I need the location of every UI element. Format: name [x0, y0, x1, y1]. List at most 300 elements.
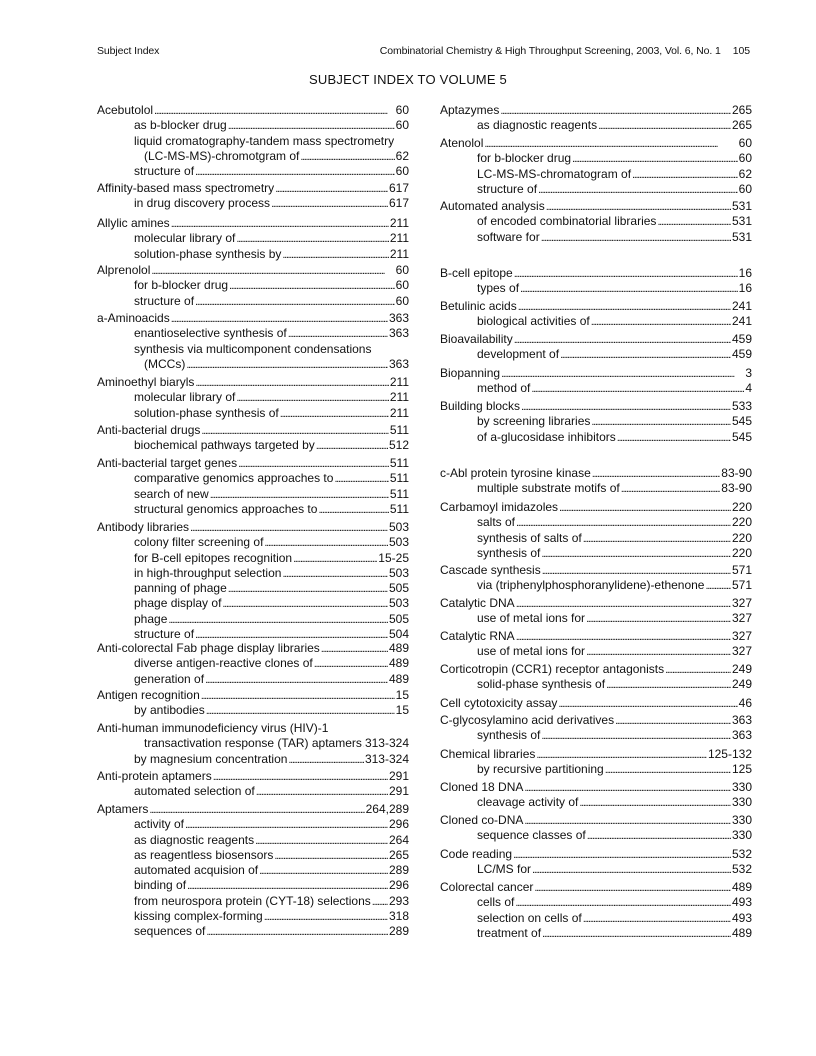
- index-heading: [97, 802, 409, 817]
- index-entry: [440, 466, 752, 497]
- index-entry: [440, 813, 752, 844]
- entry-term: Aminoethyl biaryls: [97, 375, 195, 389]
- entry-term: B-cell epitope: [440, 266, 513, 280]
- index-subentry: [97, 656, 409, 671]
- page-reference: 211: [389, 231, 409, 246]
- index-subentry: [97, 581, 409, 596]
- page-reference: 545: [731, 429, 752, 444]
- index-subentry: [97, 134, 409, 149]
- dot-leader: [586, 644, 731, 660]
- entry-term: Aptazymes: [440, 103, 500, 117]
- index-entry: [97, 520, 409, 642]
- index-heading: [440, 563, 752, 578]
- dot-leader: [665, 662, 731, 678]
- index-subentry: [97, 848, 409, 863]
- index-subentry: [440, 531, 752, 546]
- page-reference: 60: [395, 263, 409, 277]
- entry-term: molecular library of: [134, 390, 236, 405]
- page-reference: 531: [731, 214, 752, 229]
- dot-leader: [280, 406, 389, 422]
- dot-leader: [210, 487, 389, 503]
- dot-leader: [516, 515, 731, 531]
- page-reference: 459: [731, 347, 752, 362]
- entry-term: Building blocks: [440, 399, 521, 413]
- entry-term: use of metal ions for: [477, 611, 586, 626]
- entry-term: Acebutolol: [97, 103, 154, 117]
- index-heading: [440, 136, 752, 151]
- page-reference: 313-324: [364, 751, 409, 766]
- dot-leader: [532, 862, 731, 878]
- page-reference: 241: [731, 314, 752, 329]
- entry-term: structure of: [134, 164, 195, 179]
- page-reference: 125: [731, 762, 752, 777]
- index-subentry: [440, 167, 752, 182]
- entry-term: liquid cromatography-tandem mass spectrometry: [134, 133, 395, 148]
- index-subentry: [440, 214, 752, 229]
- entry-term: phage display of: [134, 596, 222, 611]
- dot-leader: [288, 326, 388, 342]
- dot-leader: [228, 581, 388, 597]
- index-heading: [440, 780, 752, 795]
- page-reference: 489: [731, 880, 752, 894]
- page-reference: 617: [388, 196, 409, 211]
- page-reference: 241: [731, 299, 752, 313]
- dot-leader: [264, 535, 388, 551]
- entry-term: Anti-human immunodeficiency virus (HIV)-1: [97, 721, 329, 735]
- page-reference: 511: [389, 471, 409, 486]
- index-subentry: [440, 118, 752, 133]
- entry-term: diverse antigen-reactive clones of: [134, 656, 313, 671]
- page-reference: 489: [388, 656, 409, 671]
- page-reference: 60: [395, 118, 409, 133]
- page-reference: 511: [389, 456, 409, 470]
- page-reference: 211: [389, 246, 409, 261]
- index-subentry: [440, 728, 752, 743]
- entry-term: solution-phase synthesis by: [134, 246, 282, 261]
- dot-leader: [154, 103, 395, 119]
- index-entry: [440, 847, 752, 878]
- dot-leader: [229, 278, 395, 294]
- index-subentry: [97, 149, 409, 164]
- page-reference: 363: [731, 728, 752, 743]
- index-heading: [97, 456, 409, 471]
- dot-leader: [500, 103, 731, 119]
- entry-term: software for: [477, 229, 540, 244]
- page-reference: 296: [388, 817, 409, 832]
- index-entry: [440, 696, 752, 711]
- page-reference: 220: [731, 515, 752, 530]
- page-title: SUBJECT INDEX TO VOLUME 5: [309, 72, 507, 87]
- index-subentry: [440, 151, 752, 166]
- index-entry: [97, 311, 409, 372]
- page-reference: 571: [731, 563, 752, 577]
- dot-leader: [591, 314, 731, 330]
- index-heading: [440, 103, 752, 118]
- page-reference: 505: [388, 581, 409, 596]
- dot-leader: [282, 247, 388, 263]
- index-heading: [440, 366, 752, 381]
- entry-term: automated acquision of: [134, 863, 259, 878]
- dot-leader: [531, 381, 744, 397]
- entry-term: as diagnostic reagents: [134, 832, 255, 847]
- index-subentry: [97, 863, 409, 878]
- dot-leader: [293, 551, 377, 567]
- entry-term: structure of: [134, 293, 195, 308]
- index-subentry: [97, 596, 409, 611]
- entry-term: as diagnostic reagents: [477, 118, 598, 133]
- entry-term: by screening libraries: [477, 414, 591, 429]
- index-subentry: [440, 182, 752, 197]
- index-heading: [440, 629, 752, 644]
- index-heading: [440, 332, 752, 347]
- dot-leader: [572, 151, 738, 167]
- page-reference: 15: [395, 688, 409, 702]
- dot-leader: [201, 423, 388, 439]
- index-heading: [440, 696, 752, 711]
- dot-leader: [705, 578, 730, 594]
- index-heading: [440, 880, 752, 895]
- dot-leader: [190, 520, 388, 536]
- page-reference: 296: [388, 878, 409, 893]
- dot-leader: [592, 466, 721, 482]
- entry-term: Antigen recognition: [97, 688, 200, 702]
- index-entry: [97, 456, 409, 517]
- entry-term: by antibodies: [134, 703, 205, 718]
- dot-leader: [171, 311, 388, 327]
- index-subentry: [440, 795, 752, 810]
- page-reference: 60: [738, 151, 752, 166]
- index-entry: [97, 688, 409, 719]
- index-entry: [97, 769, 409, 800]
- page-reference: 512: [388, 438, 409, 453]
- index-subentry: [440, 481, 752, 496]
- dot-leader: [213, 769, 388, 785]
- page-reference: 60: [738, 181, 752, 196]
- dot-leader: [205, 672, 388, 688]
- dot-leader: [206, 924, 388, 940]
- dot-leader: [518, 299, 731, 315]
- entry-term: (LC-MS-MS)-chromotgram of: [144, 148, 300, 163]
- entry-term: as b-blocker drug: [134, 118, 227, 133]
- entry-term: method of: [477, 381, 531, 396]
- page-reference: 211: [389, 390, 409, 405]
- dot-leader: [151, 263, 394, 279]
- index-subentry: [97, 118, 409, 133]
- entry-term: selection on cells of: [477, 910, 582, 925]
- entry-term: colony filter screening of: [134, 535, 264, 550]
- page-reference: 16: [738, 281, 752, 296]
- dot-leader: [288, 752, 364, 768]
- dot-leader: [524, 780, 731, 796]
- entry-term: Catalytic DNA: [440, 596, 515, 610]
- index-subentry: [440, 281, 752, 296]
- page-reference: 249: [731, 677, 752, 692]
- page-reference: 327: [731, 629, 752, 643]
- dot-leader: [587, 828, 731, 844]
- page-reference: 318: [388, 909, 409, 924]
- entry-term: Biopanning: [440, 366, 501, 380]
- page-reference: 511: [389, 423, 409, 437]
- entry-term: for B-cell epitopes recognition: [134, 550, 293, 565]
- index-subentry: [440, 578, 752, 593]
- index-subentry: [97, 909, 409, 924]
- page-reference: 503: [388, 565, 409, 580]
- entry-term: Cloned co-DNA: [440, 813, 524, 827]
- dot-leader: [632, 167, 738, 183]
- page-reference: 211: [389, 405, 409, 420]
- entry-term: by recursive partitioning: [477, 762, 604, 777]
- page-reference: 545: [731, 414, 752, 429]
- dot-leader: [516, 629, 731, 645]
- dot-leader: [536, 747, 707, 763]
- index-heading: [97, 263, 409, 278]
- entry-term: Atenolol: [440, 136, 484, 150]
- entry-term: Cell cytotoxicity assay: [440, 696, 558, 710]
- index-subentry: [440, 762, 752, 777]
- page-reference: 327: [731, 596, 752, 610]
- index-entry: [440, 880, 752, 941]
- dot-leader: [541, 546, 731, 562]
- index-heading: [440, 500, 752, 515]
- entry-term: in drug discovery process: [134, 196, 271, 211]
- entry-term: Antibody libraries: [97, 520, 190, 534]
- entry-term: Corticotropin (CCR1) receptor antagonists: [440, 662, 665, 676]
- entry-term: transactivation response (TAR) aptamers: [144, 736, 362, 751]
- page-reference: 511: [389, 501, 409, 516]
- page-reference: 330: [731, 780, 752, 794]
- dot-leader: [171, 216, 389, 232]
- index-subentry: [97, 326, 409, 341]
- entry-term: Anti-colorectal Fab phage display libraries: [97, 641, 320, 655]
- page-reference: 3: [745, 366, 752, 380]
- entry-term: automated selection of: [134, 784, 255, 799]
- dot-leader: [605, 762, 731, 778]
- page-reference: 617: [388, 181, 409, 195]
- dot-leader: [516, 596, 731, 612]
- page-reference: 511: [389, 486, 409, 501]
- index-subentry: [97, 551, 409, 566]
- dot-leader: [538, 182, 738, 198]
- entry-term: solid-phase synthesis of: [477, 677, 606, 692]
- index-heading: [440, 266, 752, 281]
- dot-leader: [195, 164, 395, 180]
- dot-leader: [259, 863, 388, 879]
- index-entry: [97, 263, 409, 309]
- dot-leader: [238, 456, 389, 472]
- dot-leader: [484, 136, 737, 152]
- page-reference: 327: [731, 644, 752, 659]
- dot-leader: [363, 736, 364, 752]
- entry-term: Colorectal cancer: [440, 880, 534, 894]
- index-subentry: [97, 471, 409, 486]
- page-reference: 531: [731, 199, 752, 213]
- page-reference: 503: [388, 520, 409, 534]
- index-subentry: [97, 924, 409, 939]
- page-reference: 15-25: [378, 550, 409, 565]
- index-subentry: [97, 342, 409, 357]
- dot-leader: [316, 438, 388, 454]
- dot-leader: [558, 696, 737, 712]
- page-reference: 289: [388, 863, 409, 878]
- dot-leader: [559, 500, 731, 516]
- index-heading: [97, 375, 409, 390]
- dot-leader: [236, 390, 388, 406]
- dot-leader: [282, 566, 388, 582]
- entry-term: cells of: [477, 895, 515, 910]
- index-subentry: [440, 314, 752, 329]
- index-entry: [97, 641, 409, 687]
- entry-term: synthesis of: [477, 545, 541, 560]
- dot-leader: [149, 802, 364, 818]
- index-entry: [97, 216, 409, 262]
- entry-term: synthesis via multicomponent condensations: [134, 341, 372, 356]
- index-subentry: [440, 414, 752, 429]
- index-heading: [97, 688, 409, 703]
- index-heading: [97, 423, 409, 438]
- index-entry: [97, 802, 409, 940]
- page-reference: 493: [731, 910, 752, 925]
- entry-term: Allylic amines: [97, 216, 170, 230]
- dot-leader: [318, 502, 388, 518]
- dot-leader: [514, 266, 738, 282]
- page-reference: 291: [388, 784, 409, 799]
- page-reference: 60: [738, 136, 752, 150]
- index-entry: [97, 103, 409, 179]
- page-reference: 264: [388, 832, 409, 847]
- dot-leader: [185, 817, 388, 833]
- index-entry: [440, 266, 752, 297]
- entry-term: comparative genomics approaches to: [134, 471, 334, 486]
- dot-leader: [513, 847, 731, 863]
- index-entry: [440, 747, 752, 778]
- index-heading: [440, 596, 752, 611]
- index-subentry: [97, 487, 409, 502]
- index-subentry: [97, 164, 409, 179]
- dot-leader: [586, 611, 731, 627]
- entry-term: c-Abl protein tyrosine kinase: [440, 466, 591, 480]
- index-subentry: [440, 895, 752, 910]
- dot-leader: [615, 713, 731, 729]
- page-reference: 363: [388, 311, 409, 325]
- index-subentry: [97, 231, 409, 246]
- index-entry: [440, 596, 752, 627]
- index-subentry: [97, 247, 409, 262]
- entry-term: development of: [477, 347, 560, 362]
- dot-leader: [583, 911, 731, 927]
- index-entry: [97, 181, 409, 212]
- page-reference: 505: [388, 611, 409, 626]
- page-reference: 83-90: [721, 466, 752, 480]
- entry-term: from neurospora protein (CYT-18) selections: [134, 893, 371, 908]
- index-subentry: [440, 381, 752, 396]
- dot-leader: [201, 688, 395, 704]
- page-reference: 489: [388, 671, 409, 686]
- dot-leader: [206, 703, 395, 719]
- dot-leader: [617, 430, 731, 446]
- dot-leader: [501, 366, 744, 382]
- entry-term: generation of: [134, 671, 205, 686]
- entry-term: biological activities of: [477, 314, 590, 329]
- dot-leader: [236, 231, 388, 247]
- index-entry: [440, 399, 752, 445]
- page-reference: 60: [395, 164, 409, 179]
- entry-term: synthesis of salts of: [477, 530, 582, 545]
- entry-term: types of: [477, 281, 520, 296]
- dot-leader: [334, 471, 388, 487]
- index-subentry: [97, 612, 409, 627]
- index-subentry: [97, 672, 409, 687]
- index-entry: [97, 375, 409, 421]
- dot-leader: [521, 399, 731, 415]
- dot-leader: [591, 414, 731, 430]
- journal-citation: Combinatorial Chemistry & High Throughput Screening, 2003, Vol. 6, No. 1: [379, 45, 721, 57]
- page-reference: 291: [388, 769, 409, 783]
- index-subentry: [97, 294, 409, 309]
- entry-term: binding of: [134, 878, 187, 893]
- entry-term: Cloned 18 DNA: [440, 780, 524, 794]
- entry-term: (MCCs): [144, 356, 186, 371]
- index-entry: [440, 103, 752, 134]
- index-entry: [440, 780, 752, 811]
- entry-term: molecular library of: [134, 231, 236, 246]
- entry-term: Betulinic acids: [440, 299, 517, 313]
- entry-term: solution-phase synthesis of: [134, 405, 279, 420]
- dot-leader: [314, 656, 388, 672]
- entry-term: for b-blocker drug: [134, 278, 229, 293]
- dot-leader: [264, 909, 388, 925]
- index-subentry: [97, 502, 409, 517]
- index-subentry: [97, 878, 409, 893]
- dot-leader: [321, 641, 388, 657]
- dot-leader: [598, 118, 731, 134]
- page-reference: 532: [731, 862, 752, 877]
- page-reference: 489: [388, 641, 409, 655]
- page-reference: 330: [731, 813, 752, 827]
- page-reference: 220: [731, 545, 752, 560]
- page-reference: 125-132: [707, 747, 752, 761]
- page-reference: 289: [388, 924, 409, 939]
- page-reference: 503: [388, 535, 409, 550]
- dot-leader: [579, 795, 731, 811]
- index-entry: [440, 299, 752, 330]
- index-subentry: [97, 894, 409, 909]
- index-heading: [97, 311, 409, 326]
- page-reference: 15: [395, 703, 409, 718]
- page-reference: 264,289: [365, 802, 409, 816]
- entry-term: Bioavailability: [440, 332, 513, 346]
- page-reference: 211: [389, 216, 409, 230]
- dot-leader: [228, 118, 395, 134]
- entry-term: multiple substrate motifs of: [477, 481, 620, 496]
- index-subentry: [440, 546, 752, 561]
- entry-term: treatment of: [477, 925, 542, 940]
- index-entry: [97, 721, 409, 767]
- page-reference: 265: [731, 118, 752, 133]
- page-reference: 363: [388, 326, 409, 341]
- dot-leader: [275, 181, 388, 197]
- entry-term: C-glycosylamino acid derivatives: [440, 713, 615, 727]
- entry-term: Chemical libraries: [440, 747, 536, 761]
- entry-term: structural genomics approaches to: [134, 501, 318, 516]
- page-reference: 46: [738, 696, 752, 710]
- index-subentry: [440, 430, 752, 445]
- entry-term: of a-glucosidase inhibitors: [477, 429, 616, 444]
- entry-term: as reagentless biosensors: [134, 847, 274, 862]
- running-header-section: Subject Index: [97, 45, 160, 57]
- dot-leader: [560, 347, 731, 363]
- index-subentry: [440, 230, 752, 245]
- index-heading: [97, 769, 409, 784]
